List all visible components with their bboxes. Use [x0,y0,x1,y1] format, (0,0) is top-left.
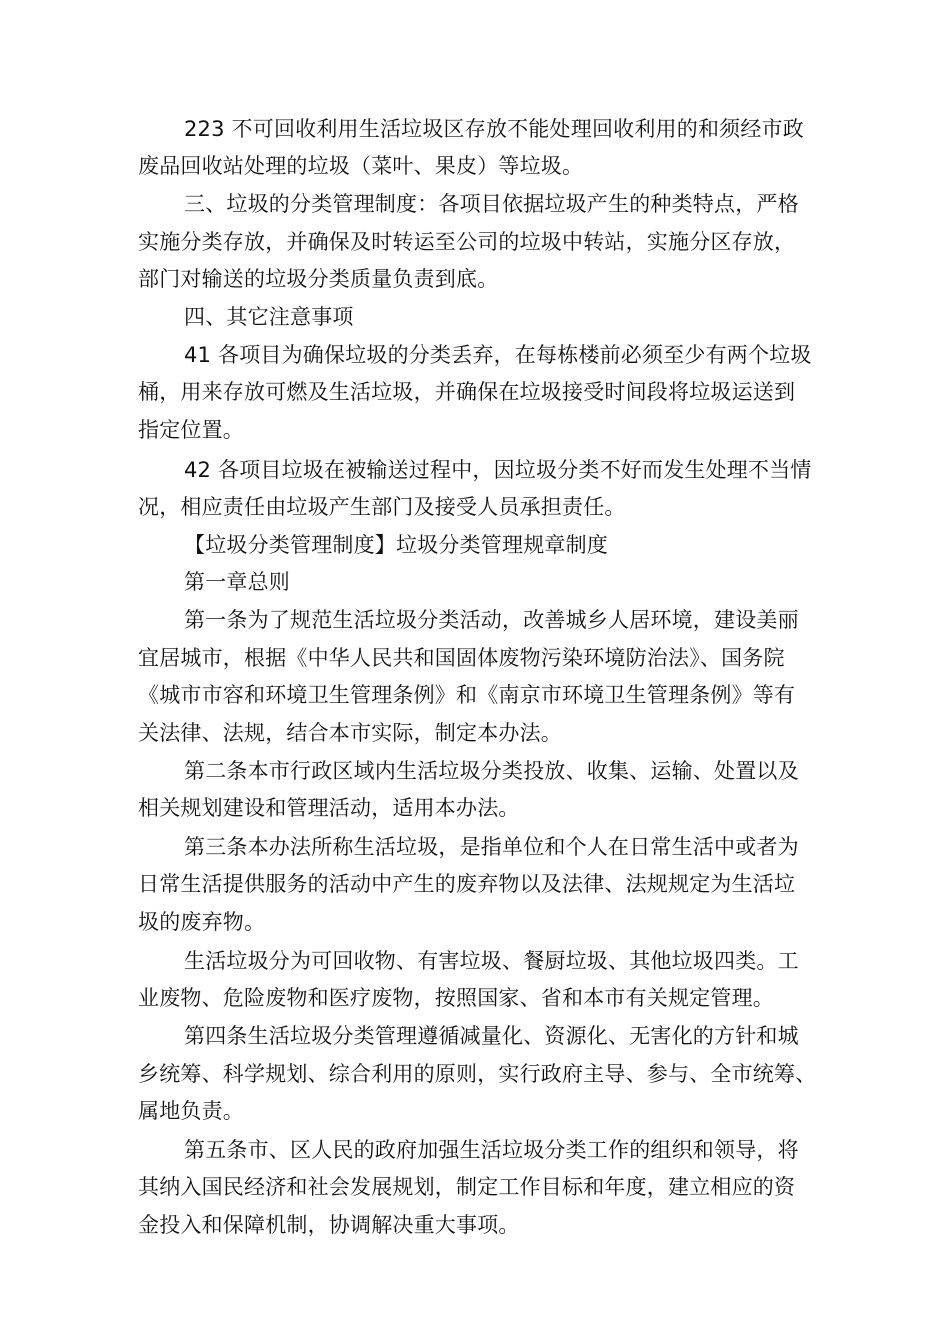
text-line: 第五条市、区人民的政府加强生活垃圾分类工作的组织和领导，将 [184,1138,799,1162]
text-line: 废品回收站处理的垃圾（菜叶、果皮）等垃圾。 [138,154,584,178]
text-line: 况，相应责任由垃圾产生部门及接受人员承担责任。 [138,495,626,519]
text-line: 第一条为了规范生活垃圾分类活动，改善城乡人居环境，建设美丽 [184,608,799,632]
text-line: 第三条本办法所称生活垃圾，是指单位和个人在日常生活中或者为 [184,835,799,859]
text-line: 关法律、法规，结合本市实际，制定本办法。 [138,721,562,745]
text-line: 乡统筹、科学规划、综合利用的原则，实行政府主导、参与、全市统筹、 [138,1062,817,1086]
text-line: 41 各项目为确保垃圾的分类丢弃，在每栋楼前必须至少有两个垃圾 [184,343,812,367]
text-line: 日常生活提供服务的活动中产生的废弃物以及法律、法规规定为生活垃 [138,872,796,896]
text-line: 圾的废弃物。 [138,910,266,934]
text-line: 金投入和保障机制，协调解决重大事项。 [138,1213,520,1237]
document-title: 【垃圾分类管理制度】垃圾分类管理规章制度 [184,533,608,557]
text-line: 第四条生活垃圾分类管理遵循减量化、资源化、无害化的方针和城 [184,1024,799,1048]
chapter-heading: 第一章总则 [184,570,290,594]
text-line: 部门对输送的垃圾分类质量负责到底。 [138,267,499,291]
text-line: 桶，用来存放可燃及生活垃圾，并确保在垃圾接受时间段将垃圾运送到 [138,380,796,404]
text-line: 42 各项目垃圾在被输送过程中，因垃圾分类不好而发生处理不当情 [184,458,812,482]
section-heading: 四、其它注意事项 [184,305,354,329]
text-line: 223 不可回收利用生活垃圾区存放不能处理回收利用的和须经市政 [184,117,804,141]
text-line: 三、垃圾的分类管理制度：各项目依据垃圾产生的种类特点，严格 [184,192,799,216]
text-line: 属地负责。 [138,1099,244,1123]
text-line: 第二条本市行政区域内生活垃圾分类投放、收集、运输、处置以及 [184,759,799,783]
text-line: 宜居城市，根据《中华人民共和国固体废物污染环境防治法》、国务院 [138,646,785,670]
text-line: 生活垃圾分为可回收物、有害垃圾、餐厨垃圾、其他垃圾四类。工 [184,949,799,973]
text-line: 相关规划建设和管理活动，适用本办法。 [138,796,520,820]
text-line: 《城市市容和环境卫生管理条例》和《南京市环境卫生管理条例》等有 [138,683,796,707]
text-line: 指定位置。 [138,418,244,442]
text-line: 实施分类存放，并确保及时转运至公司的垃圾中转站，实施分区存放， [138,230,796,254]
text-line: 业废物、危险废物和医疗废物，按照国家、省和本市有关规定管理。 [138,986,774,1010]
text-line: 其纳入国民经济和社会发展规划，制定工作目标和年度，建立相应的资 [138,1175,796,1199]
